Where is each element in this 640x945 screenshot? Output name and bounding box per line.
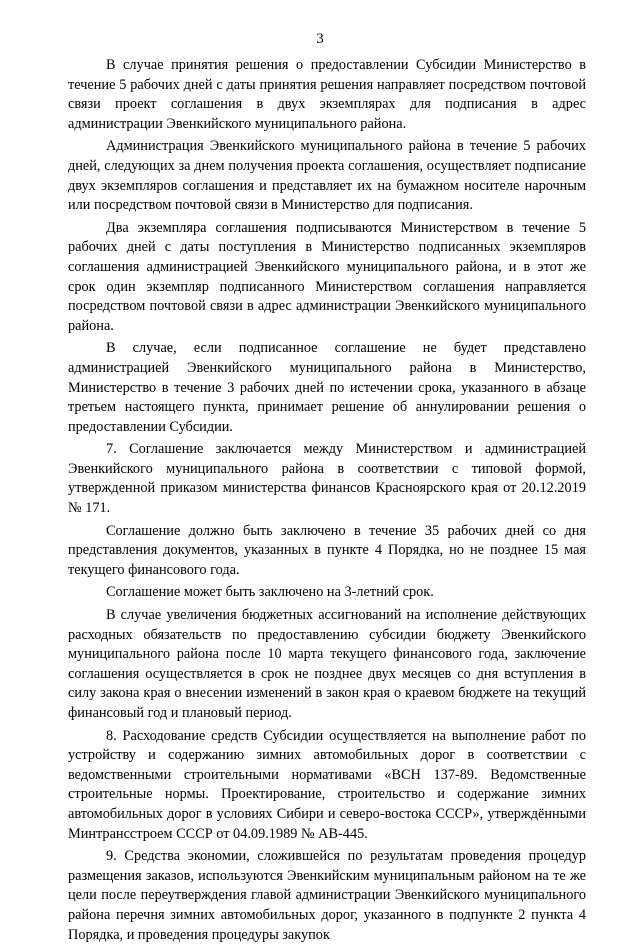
paragraph-item-8: 8. Расходование средств Субсидии осуществляется на выполнение работ по устройству и содержанию зимних автомобильных дорог в соответствии с ведомственными строительными нормативами «ВСН 137-89. Ведомственные строительные нормы. Проектирование, строительство и содержание зимних автомобильных дорог в условиях Сибири и северо-востока СССР», утверждёнными Минтрансстроем СССР от 04.09.1989 № АВ-445.	[68, 727, 586, 842]
page-number: 3	[316, 31, 324, 47]
paragraph-agreement-deadline: Соглашение должно быть заключено в течение 35 рабочих дней со дня представления документов, указанных в пункте 4 Порядка, но не позднее 15 мая текущего финансового года.	[68, 522, 586, 578]
paragraph-administration-signing: Администрация Эвенкийского муниципального района в течение 5 рабочих дней, следующих за днем получения проекта соглашения, осуществляет подписание двух экземпляров соглашения и представляет их на бумажном носителе нарочным или посредством почтовой связи в Министерство для подписания.	[68, 138, 586, 214]
paragraph-agreement-term: Соглашение может быть заключено на 3-летний срок.	[106, 584, 434, 601]
paragraph-item-9: 9. Средства экономии, сложившейся по результатам проведения процедур размещения заказов, используются Эвенкийским муниципальным районом на те же цели после переутверждения главой администрации Эвенкийского муниципального района перечня зимних автомобильных дорог, указанного в подпункте 2 пункта 4 Порядка, и проведения процедуры закупок	[68, 848, 586, 943]
document-body	[68, 56, 586, 945]
paragraph-annulment: В случае, если подписанное соглашение не будет представлено администрацией Эвенкийского муниципального района в Министерство, Министерство в течение 3 рабочих дней по истечении срока, указанного в абзаце третьем настоящего пункта, принимает решение об аннулировании решения о предоставлении Субсидии.	[68, 340, 586, 435]
paragraph-subsidy-decision: В случае принятия решения о предоставлении Субсидии Министерство в течение 5 рабочих дней с даты принятия решения направляет посредством почтовой связи проект соглашения в двух экземплярах для подписания в адрес администрации Эвенкийского муниципального района.	[68, 57, 586, 132]
paragraph-budget-increase: В случае увеличения бюджетных ассигнований на исполнение действующих расходных обязательств по предоставлению субсидии бюджету Эвенкийского муниципального района после 10 марта текущего финансового года, заключение соглашения осуществляется в срок не позднее двух месяцев со дня вступления в силу закона края о внесении изменений в закон края о краевом бюджете на текущий финансовый год и плановый период.	[68, 607, 586, 721]
paragraph-item-7: 7. Соглашение заключается между Министерством и администрацией Эвенкийского муниципального района в соответствии с типовой формой, утвержденной приказом министерства финансов Красноярского края от 20.12.2019 № 171.	[68, 441, 586, 517]
paragraph-ministry-signing: Два экземпляра соглашения подписываются Министерством в течение 5 рабочих дней с даты поступления в Министерство подписанных экземпляров соглашения администрацией Эвенкийского муниципального района, и в этот же срок один экземпляр подписанного Министерством соглашения направляется посредством почтовой связи в адрес администрации Эвенкийского муниципального района.	[68, 219, 586, 334]
